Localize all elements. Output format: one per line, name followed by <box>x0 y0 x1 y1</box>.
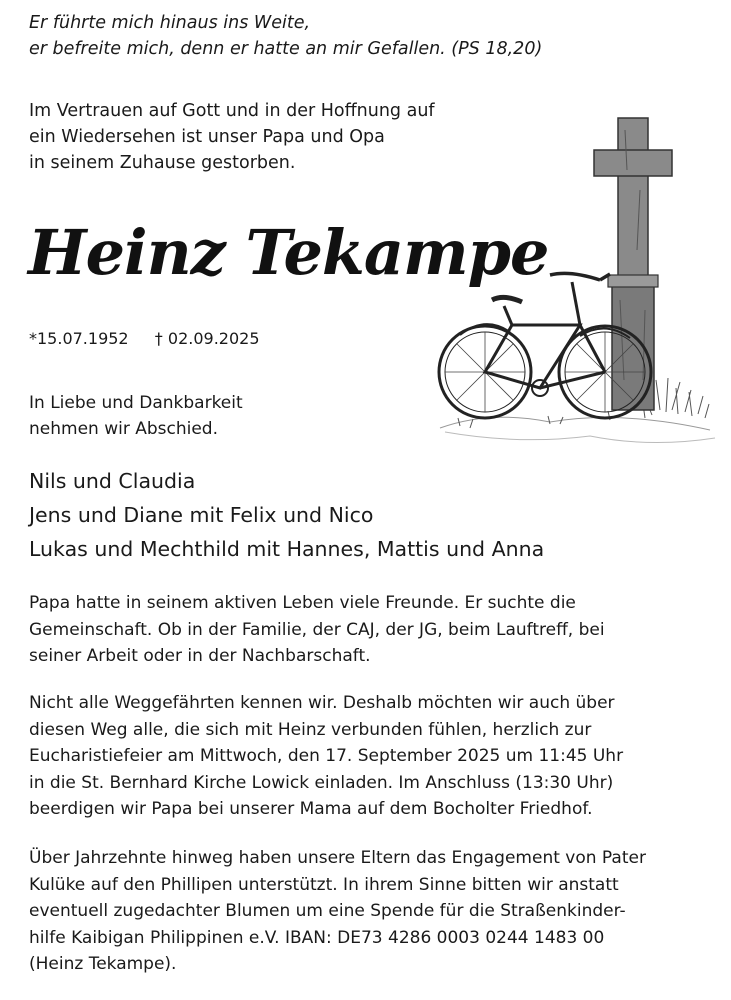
life-dates <box>29 328 260 350</box>
paragraph-line: eventuell zugedachter Blumen um eine Spende für die Straßenkinder- <box>29 901 626 921</box>
paragraph-line: seiner Arbeit oder in der Nachbarschaft. <box>29 646 371 666</box>
paragraph-donation <box>29 845 719 978</box>
stone-cross-icon <box>594 118 672 410</box>
verse-line: Er führte mich hinaus ins Weite, <box>29 13 311 33</box>
bible-verse <box>29 10 629 62</box>
cross-symbol: † <box>154 329 163 348</box>
intro-text <box>29 98 489 176</box>
intro-line: in seinem Zuhause gestorben. <box>29 153 296 173</box>
paragraph-line: Papa hatte in seinem aktiven Leben viele Freunde. Er suchte die <box>29 593 576 613</box>
paragraph-line: diesen Weg alle, die sich mit Heinz verbunden fühlen, herzlich zur <box>29 719 592 740</box>
paragraph-line: Eucharistiefeier am Mittwoch, den 17. September 2025 um 11:45 Uhr <box>29 746 624 766</box>
paragraph-line: Über Jahrzehnte hinweg haben unsere Eltern das Engagement von Pater <box>29 848 646 868</box>
farewell-text <box>29 390 329 442</box>
paragraph-line: beerdigen wir Papa bei unserer Mama auf dem Bocholter Friedhof. <box>29 799 593 819</box>
paragraph-line: Kulüke auf den Phillipen unterstützt. In ihrem Sinne bitten wir anstatt <box>29 874 619 895</box>
paragraph-line: in die St. Bernhard Kirche Lowick einladen. Im Anschluss (13:30 Uhr) <box>29 772 614 793</box>
death-date: 02.09.2025 <box>167 329 260 348</box>
farewell-line: In Liebe und Dankbarkeit <box>29 393 243 413</box>
verse-line: er befreite mich, denn er hatte an mir Gefallen. (PS 18,20) <box>29 39 543 59</box>
deceased-name: Heinz Tekampe <box>28 216 549 289</box>
paragraph-invitation <box>29 690 719 823</box>
cross-and-bicycle-illustration <box>430 110 720 470</box>
family-line: Jens und Diane mit Felix und Nico <box>29 503 374 527</box>
family-signatures <box>29 464 679 566</box>
farewell-line: nehmen wir Abschied. <box>29 419 219 439</box>
paragraph-line: hilfe Kaibigan Philippinen e.V. IBAN: DE73 4286 0003 0244 1483 00 <box>29 927 605 948</box>
paragraph-line: Gemeinschaft. Ob in der Familie, der CAJ, der JG, beim Lauftreff, bei <box>29 619 605 640</box>
family-line: Nils und Claudia <box>29 469 196 493</box>
family-line: Lukas und Mechthild mit Hannes, Mattis und Anna <box>29 537 545 561</box>
paragraph-friends <box>29 590 719 670</box>
birth-date: *15.07.1952 <box>29 329 129 348</box>
intro-line: ein Wiedersehen ist unser Papa und Opa <box>29 127 385 147</box>
intro-line: Im Vertrauen auf Gott und in der Hoffnung auf <box>29 101 435 121</box>
paragraph-line: (Heinz Tekampe). <box>29 954 177 974</box>
paragraph-line: Nicht alle Weggefährten kennen wir. Deshalb möchten wir auch über <box>29 693 615 713</box>
